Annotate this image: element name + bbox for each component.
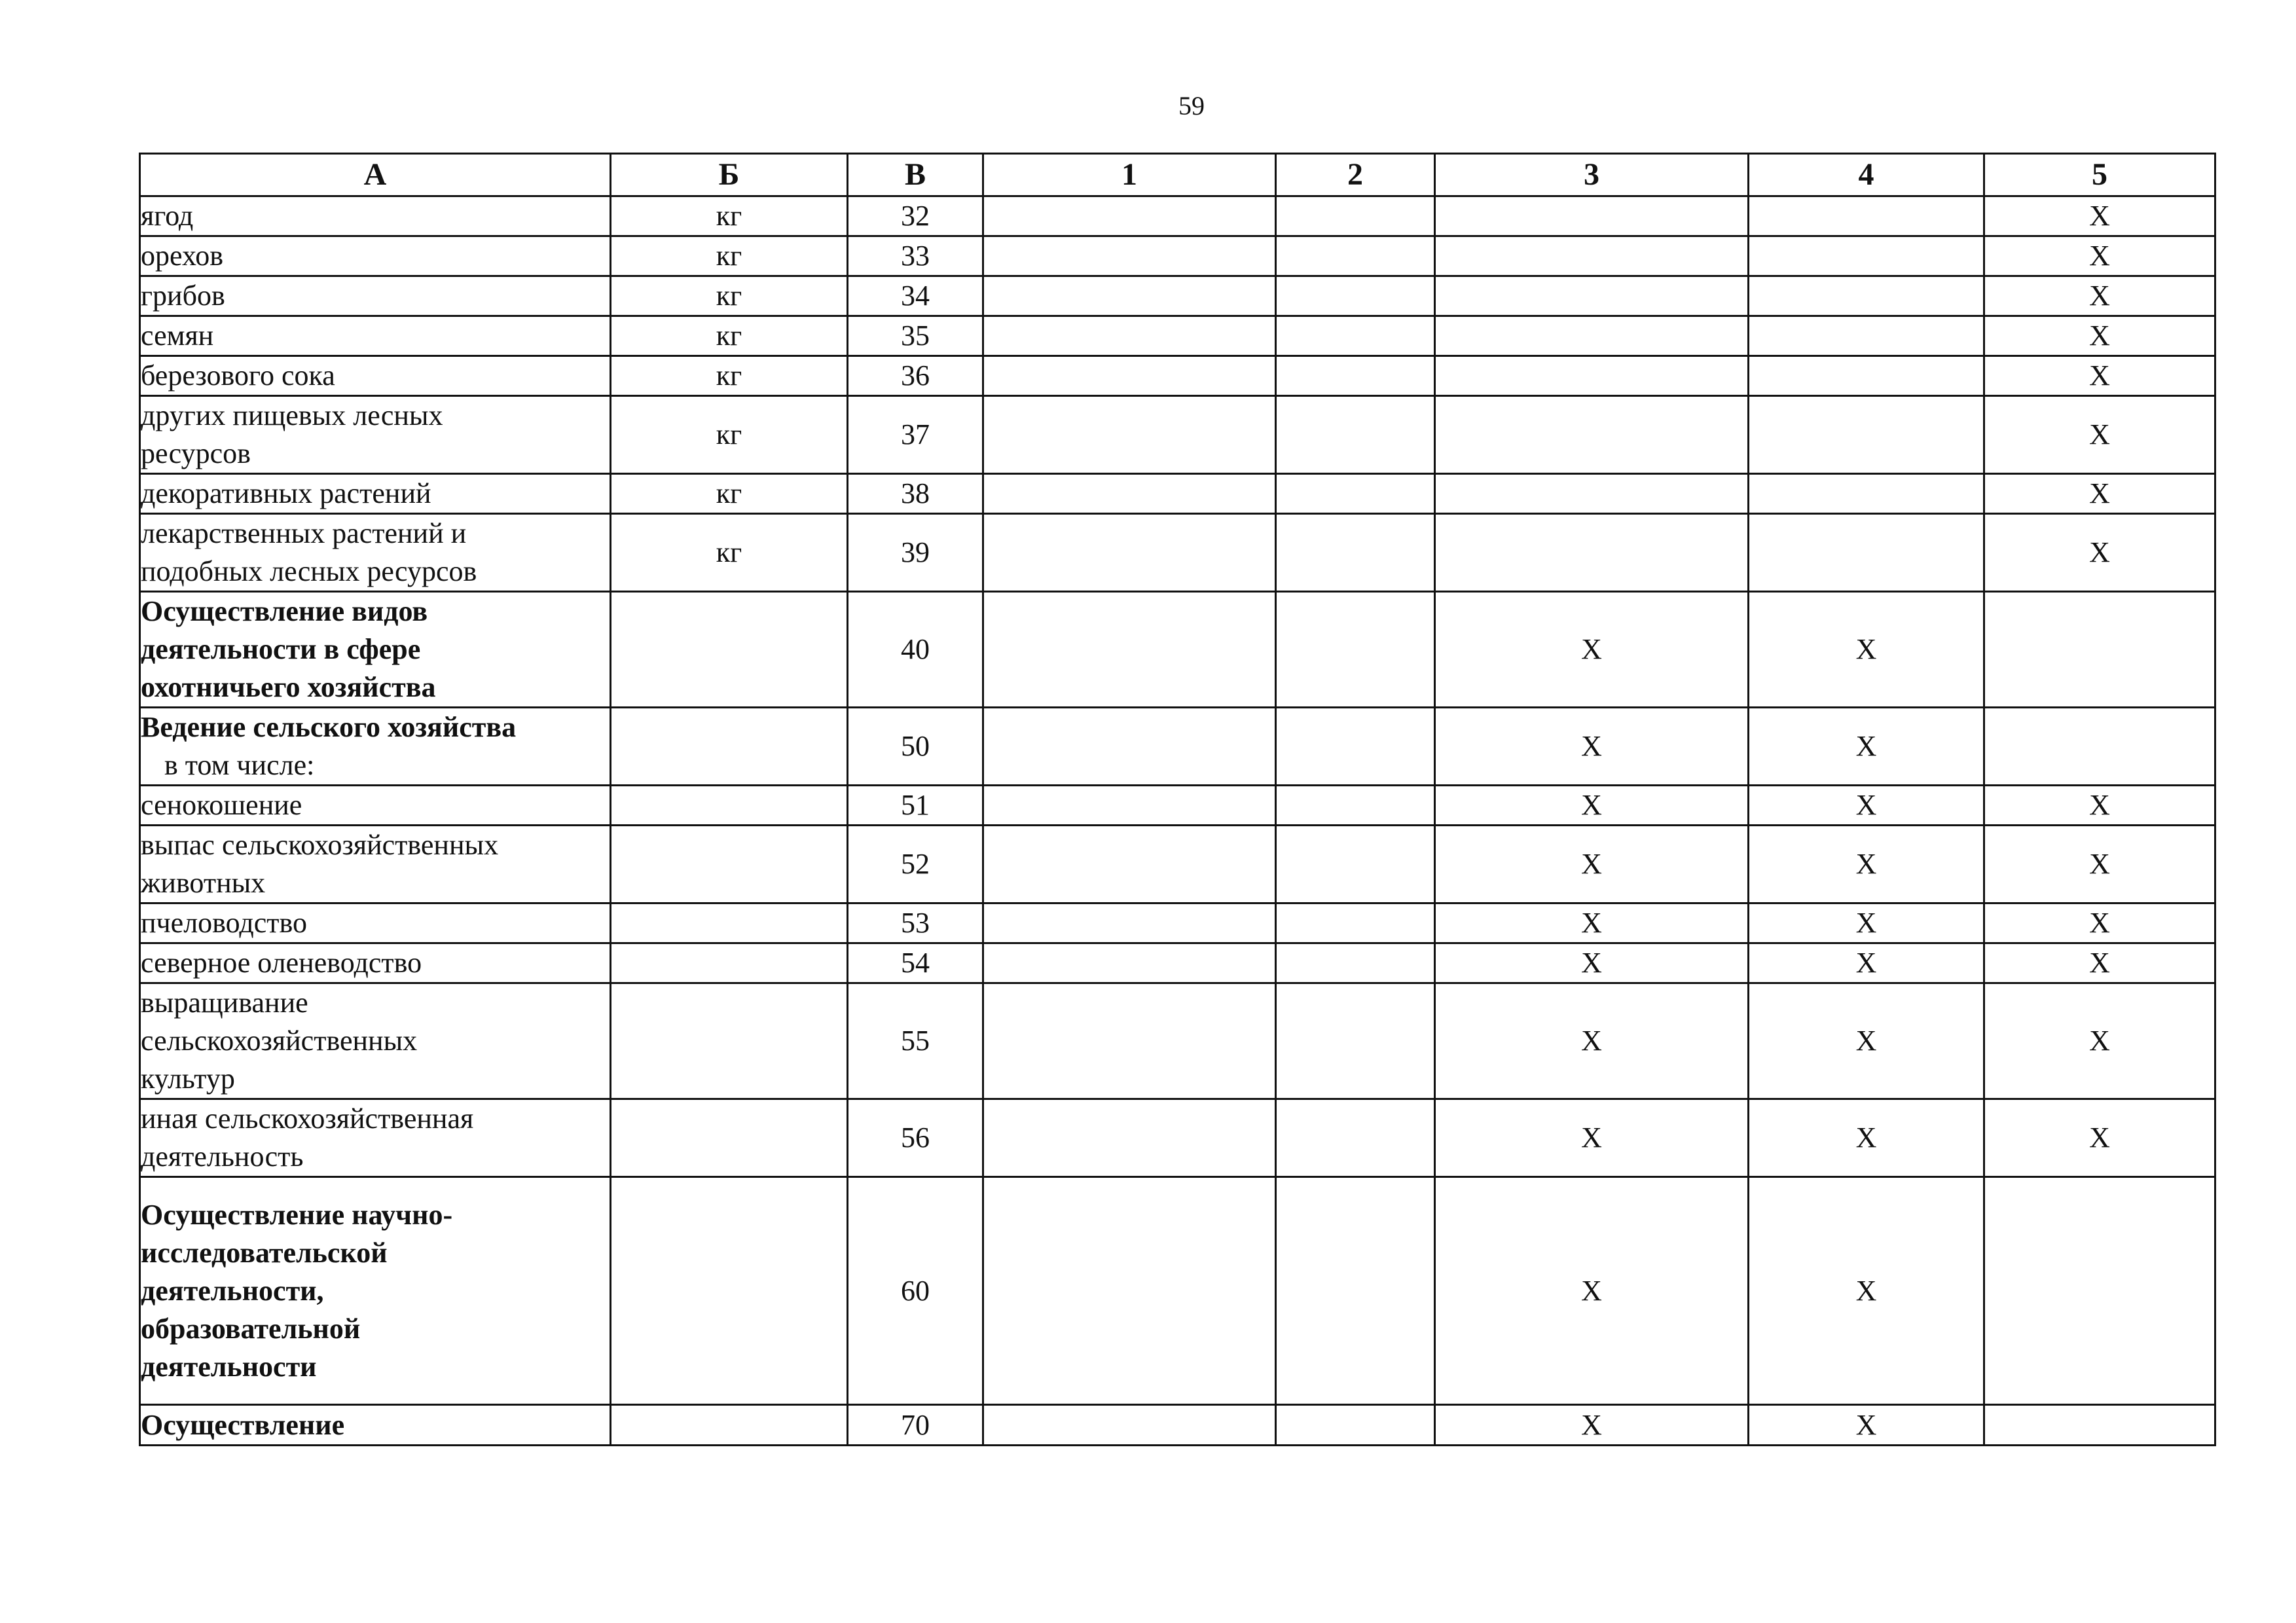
table-row — [140, 826, 2215, 903]
value-cell-col-3: X — [1435, 786, 1749, 826]
page-number: 59 — [1178, 91, 1205, 120]
value-cell-col-5: X — [1984, 356, 2215, 396]
line-code-cell: 33 — [848, 236, 983, 276]
unit-cell — [611, 826, 848, 903]
indicator-name-line: Осуществление научно- — [141, 1198, 453, 1231]
indicator-name-cell — [140, 316, 611, 356]
indicator-name-cell — [140, 592, 611, 708]
value-cell-col-4 — [1749, 474, 1984, 514]
table-row — [140, 396, 2215, 474]
indicator-name-line: выпас сельскохозяйственных — [141, 829, 499, 861]
value-cell-col-3: X — [1435, 592, 1749, 708]
unit-cell — [611, 903, 848, 943]
value-cell-col-5: X — [1984, 514, 2215, 592]
value-cell-col-2 — [1276, 316, 1435, 356]
indicator-name-line: пчеловодство — [141, 907, 307, 939]
value-cell-col-3 — [1435, 236, 1749, 276]
indicator-name-cell — [140, 196, 611, 236]
value-cell-col-3 — [1435, 276, 1749, 316]
value-cell-col-2 — [1276, 236, 1435, 276]
value-cell-col-4 — [1749, 316, 1984, 356]
table-row — [140, 983, 2215, 1099]
value-cell-col-1 — [983, 708, 1276, 786]
value-cell-col-1 — [983, 943, 1276, 983]
indicator-name-cell — [140, 708, 611, 786]
unit-cell — [611, 983, 848, 1099]
header-col-a: А — [140, 154, 611, 196]
value-cell-col-3 — [1435, 316, 1749, 356]
value-cell-col-3 — [1435, 396, 1749, 474]
value-cell-col-4 — [1749, 236, 1984, 276]
indicator-name-line: деятельности — [141, 1350, 317, 1383]
table-row — [140, 316, 2215, 356]
line-code-cell: 54 — [848, 943, 983, 983]
indicator-name-line: Осуществление — [141, 1408, 345, 1441]
indicator-name-line: грибов — [141, 280, 225, 312]
unit-cell: кг — [611, 356, 848, 396]
value-cell-col-1 — [983, 1405, 1276, 1446]
indicator-name-cell — [140, 983, 611, 1099]
value-cell-col-3 — [1435, 196, 1749, 236]
value-cell-col-1 — [983, 903, 1276, 943]
table-row — [140, 196, 2215, 236]
value-cell-col-4 — [1749, 196, 1984, 236]
unit-cell: кг — [611, 396, 848, 474]
indicator-subtitle: в том числе: — [164, 749, 315, 781]
value-cell-col-1 — [983, 196, 1276, 236]
value-cell-col-2 — [1276, 1099, 1435, 1177]
value-cell-col-2 — [1276, 983, 1435, 1099]
table-body — [140, 196, 2215, 1446]
value-cell-col-5: X — [1984, 943, 2215, 983]
value-cell-col-5 — [1984, 1405, 2215, 1446]
unit-cell — [611, 1177, 848, 1405]
value-cell-col-4: X — [1749, 826, 1984, 903]
line-code-cell: 38 — [848, 474, 983, 514]
table-row — [140, 474, 2215, 514]
indicator-name-cell — [140, 826, 611, 903]
unit-cell: кг — [611, 316, 848, 356]
value-cell-col-1 — [983, 356, 1276, 396]
line-code-cell: 34 — [848, 276, 983, 316]
value-cell-col-1 — [983, 983, 1276, 1099]
indicator-name-cell — [140, 276, 611, 316]
value-cell-col-2 — [1276, 1405, 1435, 1446]
value-cell-col-5 — [1984, 708, 2215, 786]
value-cell-col-4: X — [1749, 903, 1984, 943]
line-code-cell: 53 — [848, 903, 983, 943]
unit-cell: кг — [611, 514, 848, 592]
indicator-name-line: Ведение сельского хозяйства — [141, 711, 517, 743]
value-cell-col-2 — [1276, 592, 1435, 708]
indicator-name-line: ресурсов — [141, 437, 251, 469]
value-cell-col-5: X — [1984, 316, 2215, 356]
unit-cell: кг — [611, 276, 848, 316]
table-row — [140, 708, 2215, 786]
indicator-name-line: Осуществление видов — [141, 595, 428, 627]
line-code-cell: 32 — [848, 196, 983, 236]
value-cell-col-5: X — [1984, 903, 2215, 943]
header-col-3: 3 — [1435, 154, 1749, 196]
table-row — [140, 236, 2215, 276]
value-cell-col-4 — [1749, 514, 1984, 592]
table-row — [140, 786, 2215, 826]
value-cell-col-1 — [983, 396, 1276, 474]
value-cell-col-3: X — [1435, 983, 1749, 1099]
value-cell-col-5: X — [1984, 983, 2215, 1099]
value-cell-col-2 — [1276, 514, 1435, 592]
header-col-v: В — [848, 154, 983, 196]
line-code-cell: 35 — [848, 316, 983, 356]
value-cell-col-3 — [1435, 514, 1749, 592]
value-cell-col-4: X — [1749, 983, 1984, 1099]
value-cell-col-4: X — [1749, 1099, 1984, 1177]
indicator-name-line: сенокошение — [141, 789, 302, 821]
line-code-cell: 50 — [848, 708, 983, 786]
value-cell-col-5 — [1984, 1177, 2215, 1405]
value-cell-col-5: X — [1984, 474, 2215, 514]
table-row — [140, 943, 2215, 983]
header-col-b: Б — [611, 154, 848, 196]
table-row — [140, 276, 2215, 316]
value-cell-col-1 — [983, 514, 1276, 592]
line-code-cell: 52 — [848, 826, 983, 903]
indicator-name-line: сельскохозяйственных — [141, 1025, 418, 1057]
unit-cell — [611, 1099, 848, 1177]
value-cell-col-2 — [1276, 276, 1435, 316]
indicator-name-line: других пищевых лесных — [141, 399, 443, 431]
value-cell-col-1 — [983, 1177, 1276, 1405]
value-cell-col-3: X — [1435, 1405, 1749, 1446]
value-cell-col-4: X — [1749, 708, 1984, 786]
indicator-name-cell — [140, 474, 611, 514]
line-code-cell: 56 — [848, 1099, 983, 1177]
value-cell-col-1 — [983, 236, 1276, 276]
indicator-name-line: образовательной — [141, 1312, 361, 1345]
header-col-4: 4 — [1749, 154, 1984, 196]
unit-cell — [611, 943, 848, 983]
indicator-name-line: деятельность — [141, 1140, 304, 1173]
indicator-name-cell — [140, 786, 611, 826]
table-row — [140, 1099, 2215, 1177]
value-cell-col-1 — [983, 592, 1276, 708]
value-cell-col-5: X — [1984, 826, 2215, 903]
value-cell-col-2 — [1276, 474, 1435, 514]
value-cell-col-3: X — [1435, 943, 1749, 983]
indicator-name-cell — [140, 356, 611, 396]
value-cell-col-3 — [1435, 356, 1749, 396]
indicator-name-line: лекарственных растений и — [141, 517, 467, 549]
value-cell-col-3: X — [1435, 1177, 1749, 1405]
value-cell-col-5: X — [1984, 196, 2215, 236]
indicator-name-line: ягод — [141, 200, 194, 232]
line-code-cell: 55 — [848, 983, 983, 1099]
header-col-5: 5 — [1984, 154, 2215, 196]
indicator-name-cell — [140, 514, 611, 592]
indicator-name-line: северное оленеводство — [141, 947, 422, 979]
value-cell-col-1 — [983, 1099, 1276, 1177]
value-cell-col-4 — [1749, 356, 1984, 396]
unit-cell: кг — [611, 196, 848, 236]
header-col-1: 1 — [983, 154, 1276, 196]
value-cell-col-4 — [1749, 396, 1984, 474]
table-row — [140, 903, 2215, 943]
line-code-cell: 37 — [848, 396, 983, 474]
indicator-name-line: деятельности в сфере — [141, 633, 421, 665]
line-code-cell: 70 — [848, 1405, 983, 1446]
indicator-name-line: орехов — [141, 240, 224, 272]
indicator-name-cell — [140, 396, 611, 474]
indicator-name-line: культур — [141, 1063, 235, 1095]
indicator-name-cell — [140, 903, 611, 943]
indicator-name-line: животных — [141, 867, 266, 899]
value-cell-col-2 — [1276, 943, 1435, 983]
value-cell-col-5 — [1984, 592, 2215, 708]
indicator-name-line: иная сельскохозяйственная — [141, 1103, 474, 1135]
indicator-name-cell — [140, 1405, 611, 1446]
line-code-cell: 39 — [848, 514, 983, 592]
value-cell-col-4: X — [1749, 1405, 1984, 1446]
indicator-name-line: деятельности, — [141, 1274, 324, 1307]
value-cell-col-5: X — [1984, 1099, 2215, 1177]
value-cell-col-3 — [1435, 474, 1749, 514]
value-cell-col-2 — [1276, 196, 1435, 236]
header-col-2: 2 — [1276, 154, 1435, 196]
value-cell-col-2 — [1276, 396, 1435, 474]
value-cell-col-2 — [1276, 708, 1435, 786]
value-cell-col-3: X — [1435, 708, 1749, 786]
value-cell-col-4: X — [1749, 786, 1984, 826]
indicator-name-cell — [140, 1099, 611, 1177]
value-cell-col-1 — [983, 786, 1276, 826]
indicator-name-cell — [140, 1177, 611, 1405]
value-cell-col-1 — [983, 826, 1276, 903]
table-row — [140, 514, 2215, 592]
value-cell-col-1 — [983, 316, 1276, 356]
header-row — [140, 154, 2215, 196]
value-cell-col-4 — [1749, 276, 1984, 316]
value-cell-col-2 — [1276, 1177, 1435, 1405]
line-code-cell: 40 — [848, 592, 983, 708]
indicator-name-line: березового сока — [141, 359, 335, 392]
indicator-name-line: семян — [141, 319, 214, 352]
value-cell-col-5: X — [1984, 236, 2215, 276]
line-code-cell: 51 — [848, 786, 983, 826]
unit-cell — [611, 1405, 848, 1446]
table-row — [140, 1177, 2215, 1405]
indicator-name-cell — [140, 236, 611, 276]
indicator-name-line: выращивание — [141, 987, 308, 1019]
table-row — [140, 356, 2215, 396]
value-cell-col-4: X — [1749, 1177, 1984, 1405]
value-cell-col-2 — [1276, 356, 1435, 396]
value-cell-col-4: X — [1749, 943, 1984, 983]
indicator-name-line: исследовательской — [141, 1236, 388, 1269]
value-cell-col-1 — [983, 474, 1276, 514]
value-cell-col-4: X — [1749, 592, 1984, 708]
unit-cell: кг — [611, 474, 848, 514]
indicator-name-line: охотничьего хозяйства — [141, 671, 436, 703]
indicator-name-line: подобных лесных ресурсов — [141, 555, 477, 587]
unit-cell — [611, 708, 848, 786]
unit-cell — [611, 592, 848, 708]
value-cell-col-1 — [983, 276, 1276, 316]
unit-cell: кг — [611, 236, 848, 276]
value-cell-col-3: X — [1435, 903, 1749, 943]
value-cell-col-2 — [1276, 786, 1435, 826]
value-cell-col-2 — [1276, 903, 1435, 943]
value-cell-col-2 — [1276, 826, 1435, 903]
table-row — [140, 1405, 2215, 1446]
value-cell-col-3: X — [1435, 826, 1749, 903]
report-table — [139, 153, 2216, 1446]
value-cell-col-3: X — [1435, 1099, 1749, 1177]
value-cell-col-5: X — [1984, 276, 2215, 316]
unit-cell — [611, 786, 848, 826]
line-code-cell: 60 — [848, 1177, 983, 1405]
value-cell-col-5: X — [1984, 396, 2215, 474]
value-cell-col-5: X — [1984, 786, 2215, 826]
table-row — [140, 592, 2215, 708]
indicator-name-cell — [140, 943, 611, 983]
indicator-name-line: декоративных растений — [141, 477, 431, 509]
line-code-cell: 36 — [848, 356, 983, 396]
